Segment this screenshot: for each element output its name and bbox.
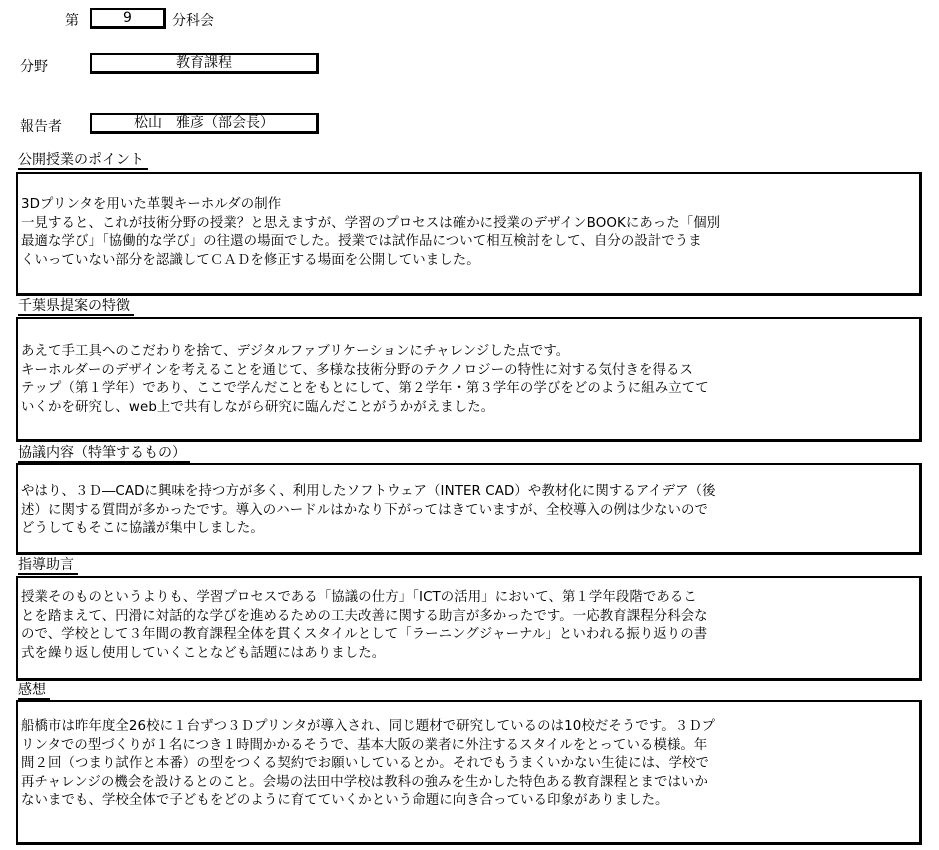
text-line: ので、学校として３年間の教育課程全体を貫くスタイルとして「ラーニングジャーナル」といわれる振り返りの書	[21, 627, 708, 642]
field-value: 教育課程	[90, 53, 319, 74]
section-box-guidance	[16, 576, 922, 681]
text-line: とを踏まえて、円滑に対話的な学びを進めるための工夫改善に関する助言が多かったです。一応教育課程分科会な	[21, 608, 708, 624]
text-line: 述）に関する質問が多かったです。導入のハードルはかなり下がってはきていますが、全校導入の例は少ないので	[21, 502, 708, 518]
text-line: 式を繰り返し使用していくことなども話題にはありました。	[21, 645, 386, 661]
text-line: キーホルダーのデザインを考えることを通じて、多様な技術分野のテクノロジーの特性に対する気付きを得るス	[21, 362, 693, 378]
section-box-impressions	[16, 700, 922, 845]
section-box-chiba-proposal	[16, 317, 922, 442]
text-line: テップ（第１学年）であり、ここで学んだことをもとにして、第２学年・第３学年の学びをどのように組み立てて	[21, 381, 709, 396]
section-title-discussion: 協議内容（特筆するもの）	[18, 445, 190, 463]
session-number-field: 9	[90, 8, 166, 29]
text-line: どうしてもそこに協議が集中しました。	[21, 521, 264, 536]
section-title-open-class: 公開授業のポイント	[18, 152, 148, 170]
text-line: 最適な学び」「協働的な学び」の往還の場面でした。授業では試作品について相互検討をして、自分の設計でうま	[21, 234, 702, 249]
text-line: やはり、３Ｄ―CADに興味を持つ方が多く、利用したソフトウェア（INTER CAD）や教材化に関するアイデア（後	[21, 484, 716, 499]
section-title-impressions: 感想	[18, 682, 50, 700]
text-line: ないまでも、学校全体で子どもをどのように育てていくかという命題に向き合っている印象がありました。	[21, 793, 669, 808]
session-suffix: 分科会	[172, 13, 214, 29]
field-label: 分野	[20, 59, 48, 75]
text-line: 授業そのものというよりも、学習プロセスである「協議の仕方」「ICTの活用」において、第１学年段階であるこ	[21, 590, 697, 605]
text-line: リンタでの型づくりが１名につき１時間かかるそうで、基本大阪の業者に外注するスタイルをとっている模様。年	[21, 737, 708, 753]
text-line: 3Dプリンタを用いた革製キーホルダの制作	[21, 197, 282, 212]
reporter-label: 報告者	[20, 119, 62, 135]
text-line: 船橋市は昨年度全26校に１台ずつ３Ｄプリンタが導入され、同じ題材で研究しているのは10校だそうです。３Ｄプ	[21, 719, 716, 734]
text-line: 再チャレンジの機会を設けるとのこと。会場の法田中学校は教科の強みを生かした特色ある教育課程とまではいか	[21, 774, 708, 790]
section-title-guidance: 指導助言	[18, 557, 78, 575]
reporter-value: 松山 雅彦（部会長）	[90, 113, 319, 134]
section-box-discussion	[16, 463, 922, 555]
section-title-chiba-proposal: 千葉県提案の特徴	[18, 298, 134, 316]
text-line: くいっていない部分を認識してＣＡＤを修正する場面を公開していました。	[21, 252, 480, 268]
text-line: 一見すると、これが技術分野の授業？と思えますが、学習のプロセスは確かに授業のデザインBOOKにあった「個別	[21, 215, 721, 231]
text-line: いくかを研究し、web上で共有しながら研究に臨んだことがうかがえました。	[21, 399, 495, 415]
section-box-open-class	[16, 172, 922, 296]
session-prefix: 第	[65, 13, 79, 29]
text-line: 間２回（つまり試作と本番）の型をつくる契約でお願いしているとか。それでもうまくいかない生徒には、学校で	[21, 756, 710, 771]
text-line: あえて手工具へのこだわりを捨て、デジタルファブリケーションにチャレンジした点です。	[21, 344, 570, 359]
